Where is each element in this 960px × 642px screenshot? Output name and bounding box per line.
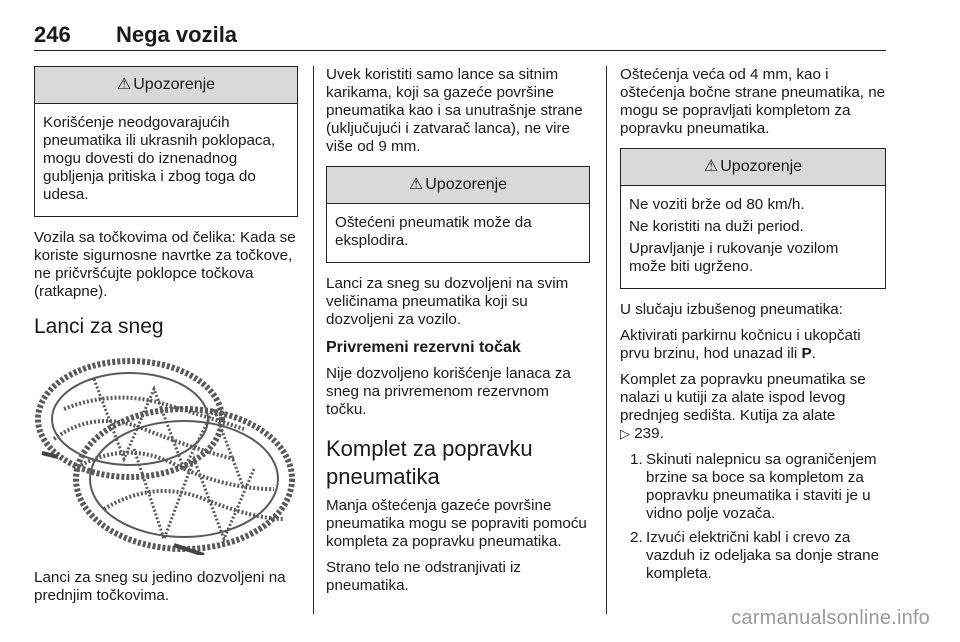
warning-title: Upozorenje [133, 76, 216, 93]
image-caption: Lanci za sneg su jedino dozvoljeni na prednjim točkovima. [34, 569, 286, 604]
page-reference-link[interactable]: 239. [634, 425, 664, 442]
list-item [620, 451, 886, 523]
section-heading: Lanci za sneg [34, 315, 164, 338]
warning-header [621, 149, 885, 186]
paragraph: Strano telo ne odstranjivati iz pneumatika. [326, 559, 522, 594]
warning-box [326, 166, 590, 263]
snow-chain-illustration [34, 349, 298, 555]
warning-header [327, 167, 589, 204]
paragraph: Vozila sa točkovima od čelika: Kada se koriste sigurnosne navrtke za točkove, ne pričvršćujte poklopce točkova (ratkapne). [34, 229, 296, 300]
page-reference-icon: ▷ [620, 426, 630, 441]
warning-box [620, 148, 886, 289]
warning-title: Upozorenje [425, 176, 508, 193]
column-divider [606, 66, 607, 614]
step-number: 2. [630, 529, 643, 546]
warning-header [35, 67, 297, 104]
warning-box [34, 66, 298, 217]
column-divider [313, 66, 314, 614]
subsection-heading: Privremeni rezervni točak [326, 339, 521, 356]
paragraph: U slučaju izbušenog pneumatika: [620, 301, 843, 318]
paragraph: Uvek koristiti samo lance sa sitnim karikama, koji sa gazeće površine pneumatika kao i sa unutrašnje strane (uključujući i zatvarač lanca), ne vire više od 9 mm. [326, 66, 583, 155]
warning-line: Ne koristiti na duži period. [629, 218, 804, 235]
column-2 [326, 66, 590, 603]
step-text: Izvući električni kabl i crevo za vazduh iz odeljaka sa donje strane kompleta. [646, 529, 880, 582]
paragraph: Nije dozvoljeno korišćenje lanaca za sneg na privremenom rezervnom točku. [326, 365, 571, 418]
watermark: carmanualsonline.info [731, 607, 930, 629]
warning-triangle-icon: ⚠ [116, 76, 132, 93]
paragraph: Manja oštećenja gazeće površine pneumatika mogu se popraviti pomoću kompleta za popravku pneumatika. [326, 497, 587, 550]
paragraph [620, 371, 886, 443]
list-item [620, 529, 886, 583]
paragraph [620, 327, 886, 363]
steps-list [620, 451, 886, 583]
page-number: 246 [34, 22, 71, 47]
column-1 [34, 66, 298, 613]
paragraph-text: Komplet za popravku pneumatika se nalazi u kutiji za alate ispod levog prednjeg sedišta. Kutija za alate [620, 371, 866, 424]
paragraph: Oštećenja veća od 4 mm, kao i oštećenja bočne strane pneumatika, ne mogu se popravljati kompletom za popravku pneumatika. [620, 66, 886, 137]
snow-chains-image [34, 349, 298, 555]
gear-p-label: P [801, 345, 812, 362]
warning-title: Upozorenje [720, 158, 803, 175]
warning-line: Upravljanje i rukovanje vozilom može biti ugrženo. [629, 240, 839, 275]
warning-text: Korišćenje neodgovarajućih pneumatika ili ukrasnih poklopaca, mogu dovesti do iznenadnog gubljenja pritiska i zbog toga do udesa. [43, 114, 276, 203]
warning-line: Ne voziti brže od 80 km/h. [629, 196, 805, 213]
warning-triangle-icon: ⚠ [408, 176, 424, 193]
warning-text: Oštećeni pneumatik može da eksplodira. [335, 214, 532, 249]
section-heading: Komplet za popravku pneumatika [326, 436, 533, 489]
page-title: Nega vozila [116, 22, 238, 47]
column-3 [620, 66, 886, 589]
paragraph-text: Aktivirati parkirnu kočnicu i ukopčati prvu brzinu, hod unazad ili [620, 327, 861, 362]
paragraph-end: . [811, 345, 816, 362]
step-text: Skinuti nalepnicu sa ograničenjem brzine sa boce sa kompletom za popravku pneumatika i staviti je u vidno polje vozača. [646, 451, 877, 522]
paragraph: Lanci za sneg su dozvoljeni na svim veličinama pneumatika koji su dozvoljeni za vozilo. [326, 275, 569, 328]
warning-triangle-icon: ⚠ [703, 158, 719, 175]
page-header [34, 22, 886, 51]
step-number: 1. [630, 451, 643, 468]
